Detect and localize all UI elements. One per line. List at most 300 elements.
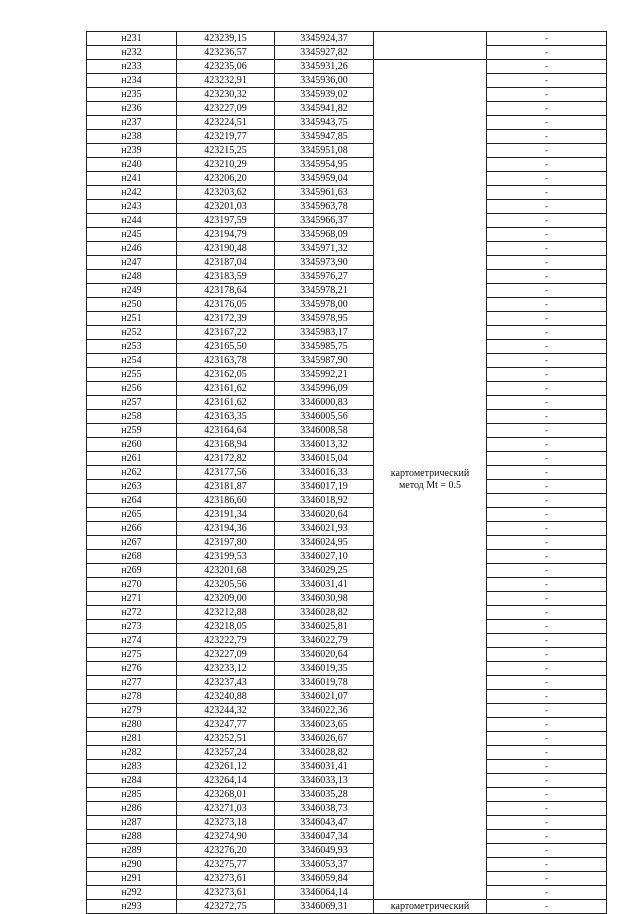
point-id-cell: н293 [87,900,177,914]
dash-mark: - [545,453,548,463]
dash-mark: - [545,551,548,561]
point-id-cell: н258 [87,410,177,424]
point-id-cell: н237 [87,116,177,130]
y-coordinate-cell: 3345978,00 [275,298,374,312]
point-id-cell: н255 [87,368,177,382]
method-cell-merged [374,60,487,900]
note-cell [487,718,607,732]
x-coordinate-cell: 423199,53 [177,550,275,564]
x-coordinate-cell: 423275,77 [177,858,275,872]
y-coordinate-cell: 3346020,64 [275,648,374,662]
note-cell [487,242,607,256]
note-cell [487,382,607,396]
y-coordinate-cell: 3345987,90 [275,354,374,368]
table-row [87,592,607,606]
dash-mark: - [545,411,548,421]
x-coordinate-cell: 423257,24 [177,746,275,760]
x-coordinate-cell: 423168,94 [177,438,275,452]
note-cell [487,536,607,550]
y-coordinate-cell: 3345924,37 [275,32,374,46]
note-cell [487,396,607,410]
table-row [87,144,607,158]
x-coordinate-cell: 423239,15 [177,32,275,46]
table-row [87,88,607,102]
point-id-cell: н233 [87,60,177,74]
note-cell [487,270,607,284]
x-coordinate-cell: 423219,77 [177,130,275,144]
table-row [87,298,607,312]
table-row [87,564,607,578]
point-id-cell: н241 [87,172,177,186]
dash-mark: - [545,173,548,183]
table-row [87,172,607,186]
point-id-cell: н248 [87,270,177,284]
dash-mark: - [545,75,548,85]
table-row [87,536,607,550]
x-coordinate-cell: 423272,75 [177,900,275,914]
x-coordinate-cell: 423201,68 [177,564,275,578]
y-coordinate-cell: 3345996,09 [275,382,374,396]
y-coordinate-cell: 3346030,98 [275,592,374,606]
note-cell [487,886,607,900]
note-cell [487,480,607,494]
point-id-cell: н243 [87,200,177,214]
x-coordinate-cell: 423232,91 [177,74,275,88]
point-id-cell: н251 [87,312,177,326]
note-cell [487,326,607,340]
table-row [87,480,607,494]
note-cell [487,144,607,158]
x-coordinate-cell: 423206,20 [177,172,275,186]
table-row [87,32,607,46]
dash-mark: - [545,299,548,309]
table-row [87,578,607,592]
table-row [87,844,607,858]
method-label-line1: картометрический [390,467,470,479]
x-coordinate-cell: 423165,50 [177,340,275,354]
table-row [87,648,607,662]
point-id-cell: н287 [87,816,177,830]
table-row [87,690,607,704]
point-id-cell: н231 [87,32,177,46]
note-cell [487,746,607,760]
dash-mark: - [545,327,548,337]
dash-mark: - [545,257,548,267]
x-coordinate-cell: 423252,51 [177,732,275,746]
note-cell [487,592,607,606]
note-cell [487,60,607,74]
y-coordinate-cell: 3346024,95 [275,536,374,550]
x-coordinate-cell: 423172,39 [177,312,275,326]
y-coordinate-cell: 3345963,78 [275,200,374,214]
dash-mark: - [545,383,548,393]
y-coordinate-cell: 3346019,78 [275,676,374,690]
dash-mark: - [545,817,548,827]
note-cell [487,676,607,690]
table-row [87,704,607,718]
y-coordinate-cell: 3345966,37 [275,214,374,228]
note-cell [487,774,607,788]
x-coordinate-cell: 423247,77 [177,718,275,732]
x-coordinate-cell: 423218,05 [177,620,275,634]
table-row [87,732,607,746]
x-coordinate-cell: 423215,25 [177,144,275,158]
point-id-cell: н289 [87,844,177,858]
x-coordinate-cell: 423183,59 [177,270,275,284]
y-coordinate-cell: 3345959,04 [275,172,374,186]
table-row [87,858,607,872]
y-coordinate-cell: 3345943,75 [275,116,374,130]
point-id-cell: н259 [87,424,177,438]
note-cell [487,816,607,830]
dash-mark: - [545,887,548,897]
dash-mark: - [545,635,548,645]
table-row [87,130,607,144]
note-cell [487,312,607,326]
dash-mark: - [545,537,548,547]
x-coordinate-cell: 423230,32 [177,88,275,102]
note-cell [487,760,607,774]
x-coordinate-cell: 423273,61 [177,872,275,886]
point-id-cell: н247 [87,256,177,270]
table-row [87,186,607,200]
note-cell [487,284,607,298]
note-cell [487,634,607,648]
y-coordinate-cell: 3346027,10 [275,550,374,564]
note-cell [487,354,607,368]
y-coordinate-cell: 3346025,81 [275,620,374,634]
point-id-cell: н292 [87,886,177,900]
table-row [87,872,607,886]
dash-mark: - [545,607,548,617]
dash-mark: - [545,229,548,239]
x-coordinate-cell: 423161,62 [177,382,275,396]
note-cell [487,578,607,592]
y-coordinate-cell: 3346028,82 [275,746,374,760]
y-coordinate-cell: 3346021,93 [275,522,374,536]
dash-mark: - [545,201,548,211]
x-coordinate-cell: 423205,56 [177,578,275,592]
point-id-cell: н235 [87,88,177,102]
y-coordinate-cell: 3346028,82 [275,606,374,620]
x-coordinate-cell: 423186,60 [177,494,275,508]
dash-mark: - [545,691,548,701]
x-coordinate-cell: 423162,05 [177,368,275,382]
note-cell [487,424,607,438]
point-id-cell: н242 [87,186,177,200]
table-row [87,774,607,788]
table-row [87,718,607,732]
dash-mark: - [545,369,548,379]
point-id-cell: н284 [87,774,177,788]
y-coordinate-cell: 3346023,65 [275,718,374,732]
dash-mark: - [545,117,548,127]
table-row [87,606,607,620]
x-coordinate-cell: 423203,62 [177,186,275,200]
table-row [87,466,607,480]
y-coordinate-cell: 3346022,79 [275,634,374,648]
point-id-cell: н288 [87,830,177,844]
dash-mark: - [545,719,548,729]
note-cell [487,830,607,844]
table-row [87,900,607,914]
dash-mark: - [545,131,548,141]
x-coordinate-cell: 423176,05 [177,298,275,312]
point-id-cell: н256 [87,382,177,396]
point-id-cell: н250 [87,298,177,312]
y-coordinate-cell: 3346031,41 [275,578,374,592]
y-coordinate-cell: 3346013,32 [275,438,374,452]
note-cell [487,172,607,186]
x-coordinate-cell: 423227,09 [177,648,275,662]
table-row [87,242,607,256]
table-row [87,508,607,522]
table-row [87,312,607,326]
x-coordinate-cell: 423222,79 [177,634,275,648]
point-id-cell: н286 [87,802,177,816]
x-coordinate-cell: 423201,03 [177,200,275,214]
dash-mark: - [545,873,548,883]
dash-mark: - [545,649,548,659]
point-id-cell: н264 [87,494,177,508]
dash-mark: - [545,481,548,491]
x-coordinate-cell: 423240,88 [177,690,275,704]
note-cell [487,228,607,242]
table-row [87,662,607,676]
y-coordinate-cell: 3345992,21 [275,368,374,382]
dash-mark: - [545,677,548,687]
x-coordinate-cell: 423197,59 [177,214,275,228]
y-coordinate-cell: 3346016,33 [275,466,374,480]
dash-mark: - [545,593,548,603]
point-id-cell: н285 [87,788,177,802]
y-coordinate-cell: 3345971,32 [275,242,374,256]
point-id-cell: н275 [87,648,177,662]
x-coordinate-cell: 423236,57 [177,46,275,60]
x-coordinate-cell: 423237,43 [177,676,275,690]
point-id-cell: н263 [87,480,177,494]
dash-mark: - [545,145,548,155]
y-coordinate-cell: 3345951,08 [275,144,374,158]
x-coordinate-cell: 423235,06 [177,60,275,74]
note-cell [487,564,607,578]
y-coordinate-cell: 3346033,13 [275,774,374,788]
y-coordinate-cell: 3346021,07 [275,690,374,704]
point-id-cell: н238 [87,130,177,144]
note-cell [487,788,607,802]
dash-mark: - [545,761,548,771]
x-coordinate-cell: 423172,82 [177,452,275,466]
note-cell [487,620,607,634]
point-id-cell: н244 [87,214,177,228]
note-cell [487,858,607,872]
table-row [87,158,607,172]
x-coordinate-cell: 423276,20 [177,844,275,858]
point-id-cell: н271 [87,592,177,606]
point-id-cell: н260 [87,438,177,452]
point-id-cell: н277 [87,676,177,690]
note-cell [487,368,607,382]
x-coordinate-cell: 423181,87 [177,480,275,494]
table-row [87,396,607,410]
x-coordinate-cell: 423177,56 [177,466,275,480]
table-row [87,676,607,690]
y-coordinate-cell: 3345939,02 [275,88,374,102]
point-id-cell: н265 [87,508,177,522]
note-cell [487,508,607,522]
table-row [87,802,607,816]
table-row [87,634,607,648]
note-cell [487,130,607,144]
x-coordinate-cell: 423194,36 [177,522,275,536]
note-cell [487,802,607,816]
note-cell [487,46,607,60]
table-row [87,410,607,424]
table-row [87,284,607,298]
y-coordinate-cell: 3346043,47 [275,816,374,830]
x-coordinate-cell: 423273,61 [177,886,275,900]
dash-mark: - [545,439,548,449]
y-coordinate-cell: 3345961,63 [275,186,374,200]
x-coordinate-cell: 423264,14 [177,774,275,788]
note-cell [487,690,607,704]
y-coordinate-cell: 3346000,83 [275,396,374,410]
dash-mark: - [545,747,548,757]
y-coordinate-cell: 3346029,25 [275,564,374,578]
y-coordinate-cell: 3346017,19 [275,480,374,494]
note-cell [487,102,607,116]
dash-mark: - [545,509,548,519]
table-row [87,228,607,242]
y-coordinate-cell: 3346019,35 [275,662,374,676]
x-coordinate-cell: 423164,64 [177,424,275,438]
point-id-cell: н279 [87,704,177,718]
dash-mark: - [545,341,548,351]
y-coordinate-cell: 3346059,84 [275,872,374,886]
dash-mark: - [545,565,548,575]
note-cell [487,200,607,214]
y-coordinate-cell: 3346047,34 [275,830,374,844]
note-cell [487,606,607,620]
dash-mark: - [545,901,548,911]
note-cell [487,452,607,466]
x-coordinate-cell: 423194,79 [177,228,275,242]
dash-mark: - [545,397,548,407]
table-row [87,116,607,130]
dash-mark: - [545,705,548,715]
table-row [87,60,607,74]
table-row [87,74,607,88]
y-coordinate-cell: 3345968,09 [275,228,374,242]
dash-mark: - [545,467,548,477]
table-row [87,270,607,284]
table-row [87,522,607,536]
point-id-cell: н272 [87,606,177,620]
table-row [87,382,607,396]
dash-mark: - [545,663,548,673]
table-row [87,354,607,368]
table-row [87,452,607,466]
dash-mark: - [545,47,548,57]
note-cell [487,704,607,718]
point-id-cell: н269 [87,564,177,578]
table-row [87,760,607,774]
x-coordinate-cell: 423273,18 [177,816,275,830]
table-row [87,214,607,228]
point-id-cell: н240 [87,158,177,172]
note-cell [487,88,607,102]
x-coordinate-cell: 423224,51 [177,116,275,130]
dash-mark: - [545,803,548,813]
y-coordinate-cell: 3345983,17 [275,326,374,340]
y-coordinate-cell: 3346038,73 [275,802,374,816]
note-cell [487,340,607,354]
point-id-cell: н236 [87,102,177,116]
table-row [87,830,607,844]
note-cell [487,158,607,172]
note-cell [487,74,607,88]
point-id-cell: н282 [87,746,177,760]
note-cell [487,550,607,564]
dash-mark: - [545,243,548,253]
dash-mark: - [545,33,548,43]
table-row [87,494,607,508]
y-coordinate-cell: 3345978,95 [275,312,374,326]
dash-mark: - [545,215,548,225]
point-id-cell: н252 [87,326,177,340]
note-cell [487,732,607,746]
dash-mark: - [545,103,548,113]
y-coordinate-cell: 3346020,64 [275,508,374,522]
table-row [87,746,607,760]
x-coordinate-cell: 423212,88 [177,606,275,620]
note-cell [487,298,607,312]
note-cell [487,214,607,228]
point-id-cell: н253 [87,340,177,354]
note-cell [487,900,607,914]
table-row [87,200,607,214]
point-id-cell: н245 [87,228,177,242]
note-cell [487,410,607,424]
table-row [87,368,607,382]
y-coordinate-cell: 3345927,82 [275,46,374,60]
point-id-cell: н283 [87,760,177,774]
point-id-cell: н280 [87,718,177,732]
note-cell [487,872,607,886]
point-id-cell: н257 [87,396,177,410]
x-coordinate-cell: 423190,48 [177,242,275,256]
table-row [87,788,607,802]
note-cell [487,32,607,46]
x-coordinate-cell: 423163,35 [177,410,275,424]
table-row [87,256,607,270]
point-id-cell: н273 [87,620,177,634]
y-coordinate-cell: 3345931,26 [275,60,374,74]
note-cell [487,648,607,662]
dash-mark: - [545,355,548,365]
note-cell [487,466,607,480]
note-cell [487,116,607,130]
point-id-cell: н246 [87,242,177,256]
table-row [87,46,607,60]
y-coordinate-cell: 3345976,27 [275,270,374,284]
method-cell-last: картометрический [374,900,487,914]
table-row [87,340,607,354]
point-id-cell: н290 [87,858,177,872]
y-coordinate-cell: 3346035,28 [275,788,374,802]
dash-mark: - [545,159,548,169]
dash-mark: - [545,845,548,855]
